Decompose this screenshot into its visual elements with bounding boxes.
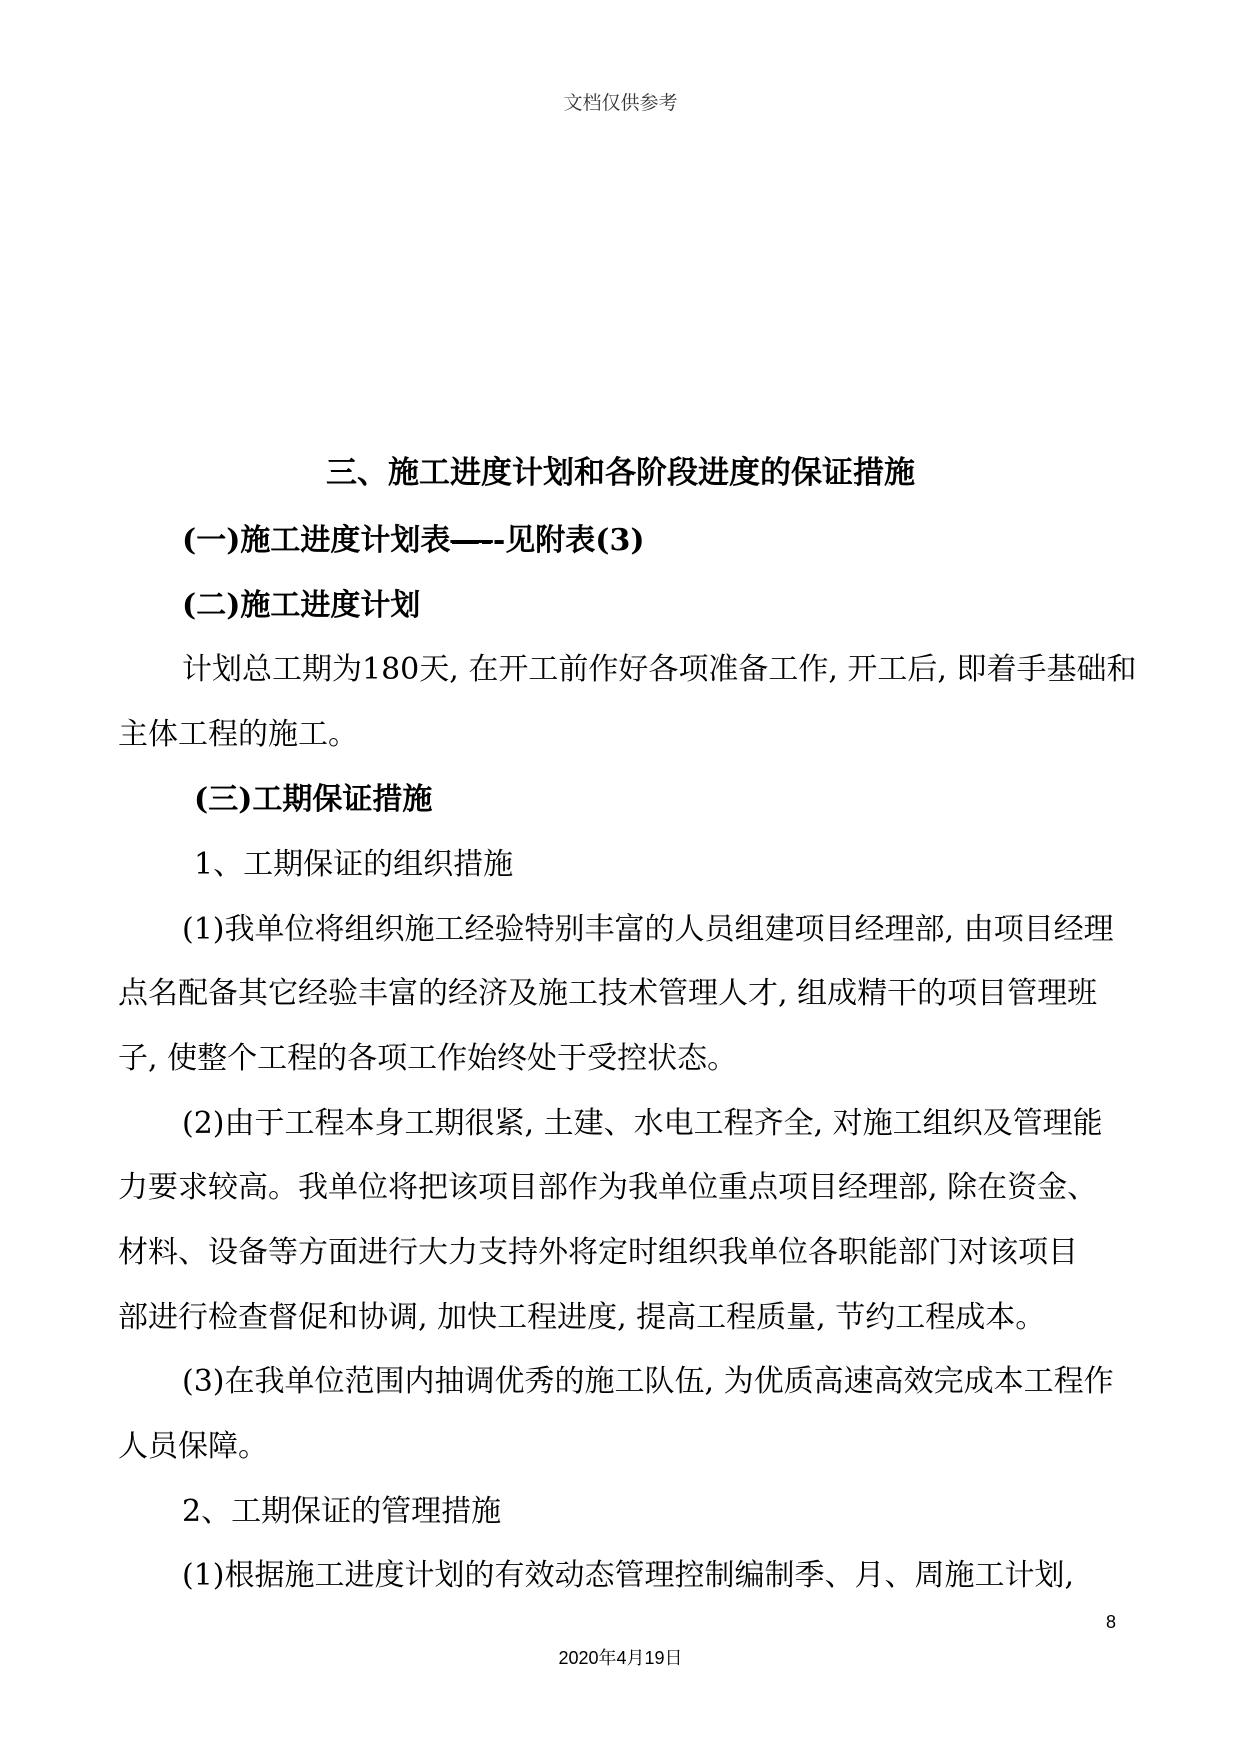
paragraph-line: 子, 使整个工程的各项工作始终处于受控状态。 <box>118 1041 738 1076</box>
subheading-1: 1、工期保证的组织措施 <box>194 847 514 882</box>
paragraph-line: (2)由于工程本身工期很紧, 土建、水电工程齐全, 对施工组织及管理能 <box>182 1106 1103 1141</box>
paragraph-line: 人员保障。 <box>118 1429 268 1464</box>
section-title: 三、施工进度计划和各阶段进度的保证措施 <box>326 455 915 491</box>
page-header: 文档仅供参考 <box>563 92 678 114</box>
paragraph-line: (1)根据施工进度计划的有效动态管理控制编制季、月、周施工计划, <box>182 1558 1075 1593</box>
section-heading-3: (三)工期保证措施 <box>194 782 433 817</box>
section-heading-1-prefix: (一)施工进度计划表 <box>182 523 451 558</box>
paragraph-line: 力要求较高。我单位将把该项目部作为我单位重点项目经理部, 除在资金、 <box>118 1170 1098 1205</box>
paragraph-line: 点名配备其它经验丰富的经济及施工技术管理人才, 组成精干的项目管理班 <box>118 976 1098 1011</box>
paragraph-line: (3)在我单位范围内抽调优秀的施工队伍, 为优质高速高效完成本工程作 <box>182 1364 1114 1399</box>
section-heading-1-suffix: -见附表(3) <box>492 523 645 558</box>
paragraph-line: 材料、设备等方面进行大力支持外将定时组织我单位各职能部门对该项目 <box>118 1235 1078 1270</box>
section-heading-2: (二)施工进度计划 <box>182 588 421 623</box>
subheading-2: 2、工期保证的管理措施 <box>182 1494 502 1529</box>
paragraph-line: 部进行检查督促和协调, 加快工程进度, 提高工程质量, 节约工程成本。 <box>118 1300 1046 1335</box>
paragraph-line: 主体工程的施工。 <box>118 717 358 752</box>
page-number: 8 <box>1106 1612 1117 1632</box>
paragraph-line: 计划总工期为180天, 在开工前作好各项准备工作, 开工后, 即着手基础和 <box>182 652 1137 687</box>
section-heading-1-struck: —- <box>450 523 493 558</box>
paragraph-line: (1)我单位将组织施工经验特别丰富的人员组建项目经理部, 由项目经理 <box>182 912 1114 947</box>
page-footer-date: 2020年4月19日 <box>558 1648 683 1668</box>
section-heading-1 <box>182 523 645 559</box>
